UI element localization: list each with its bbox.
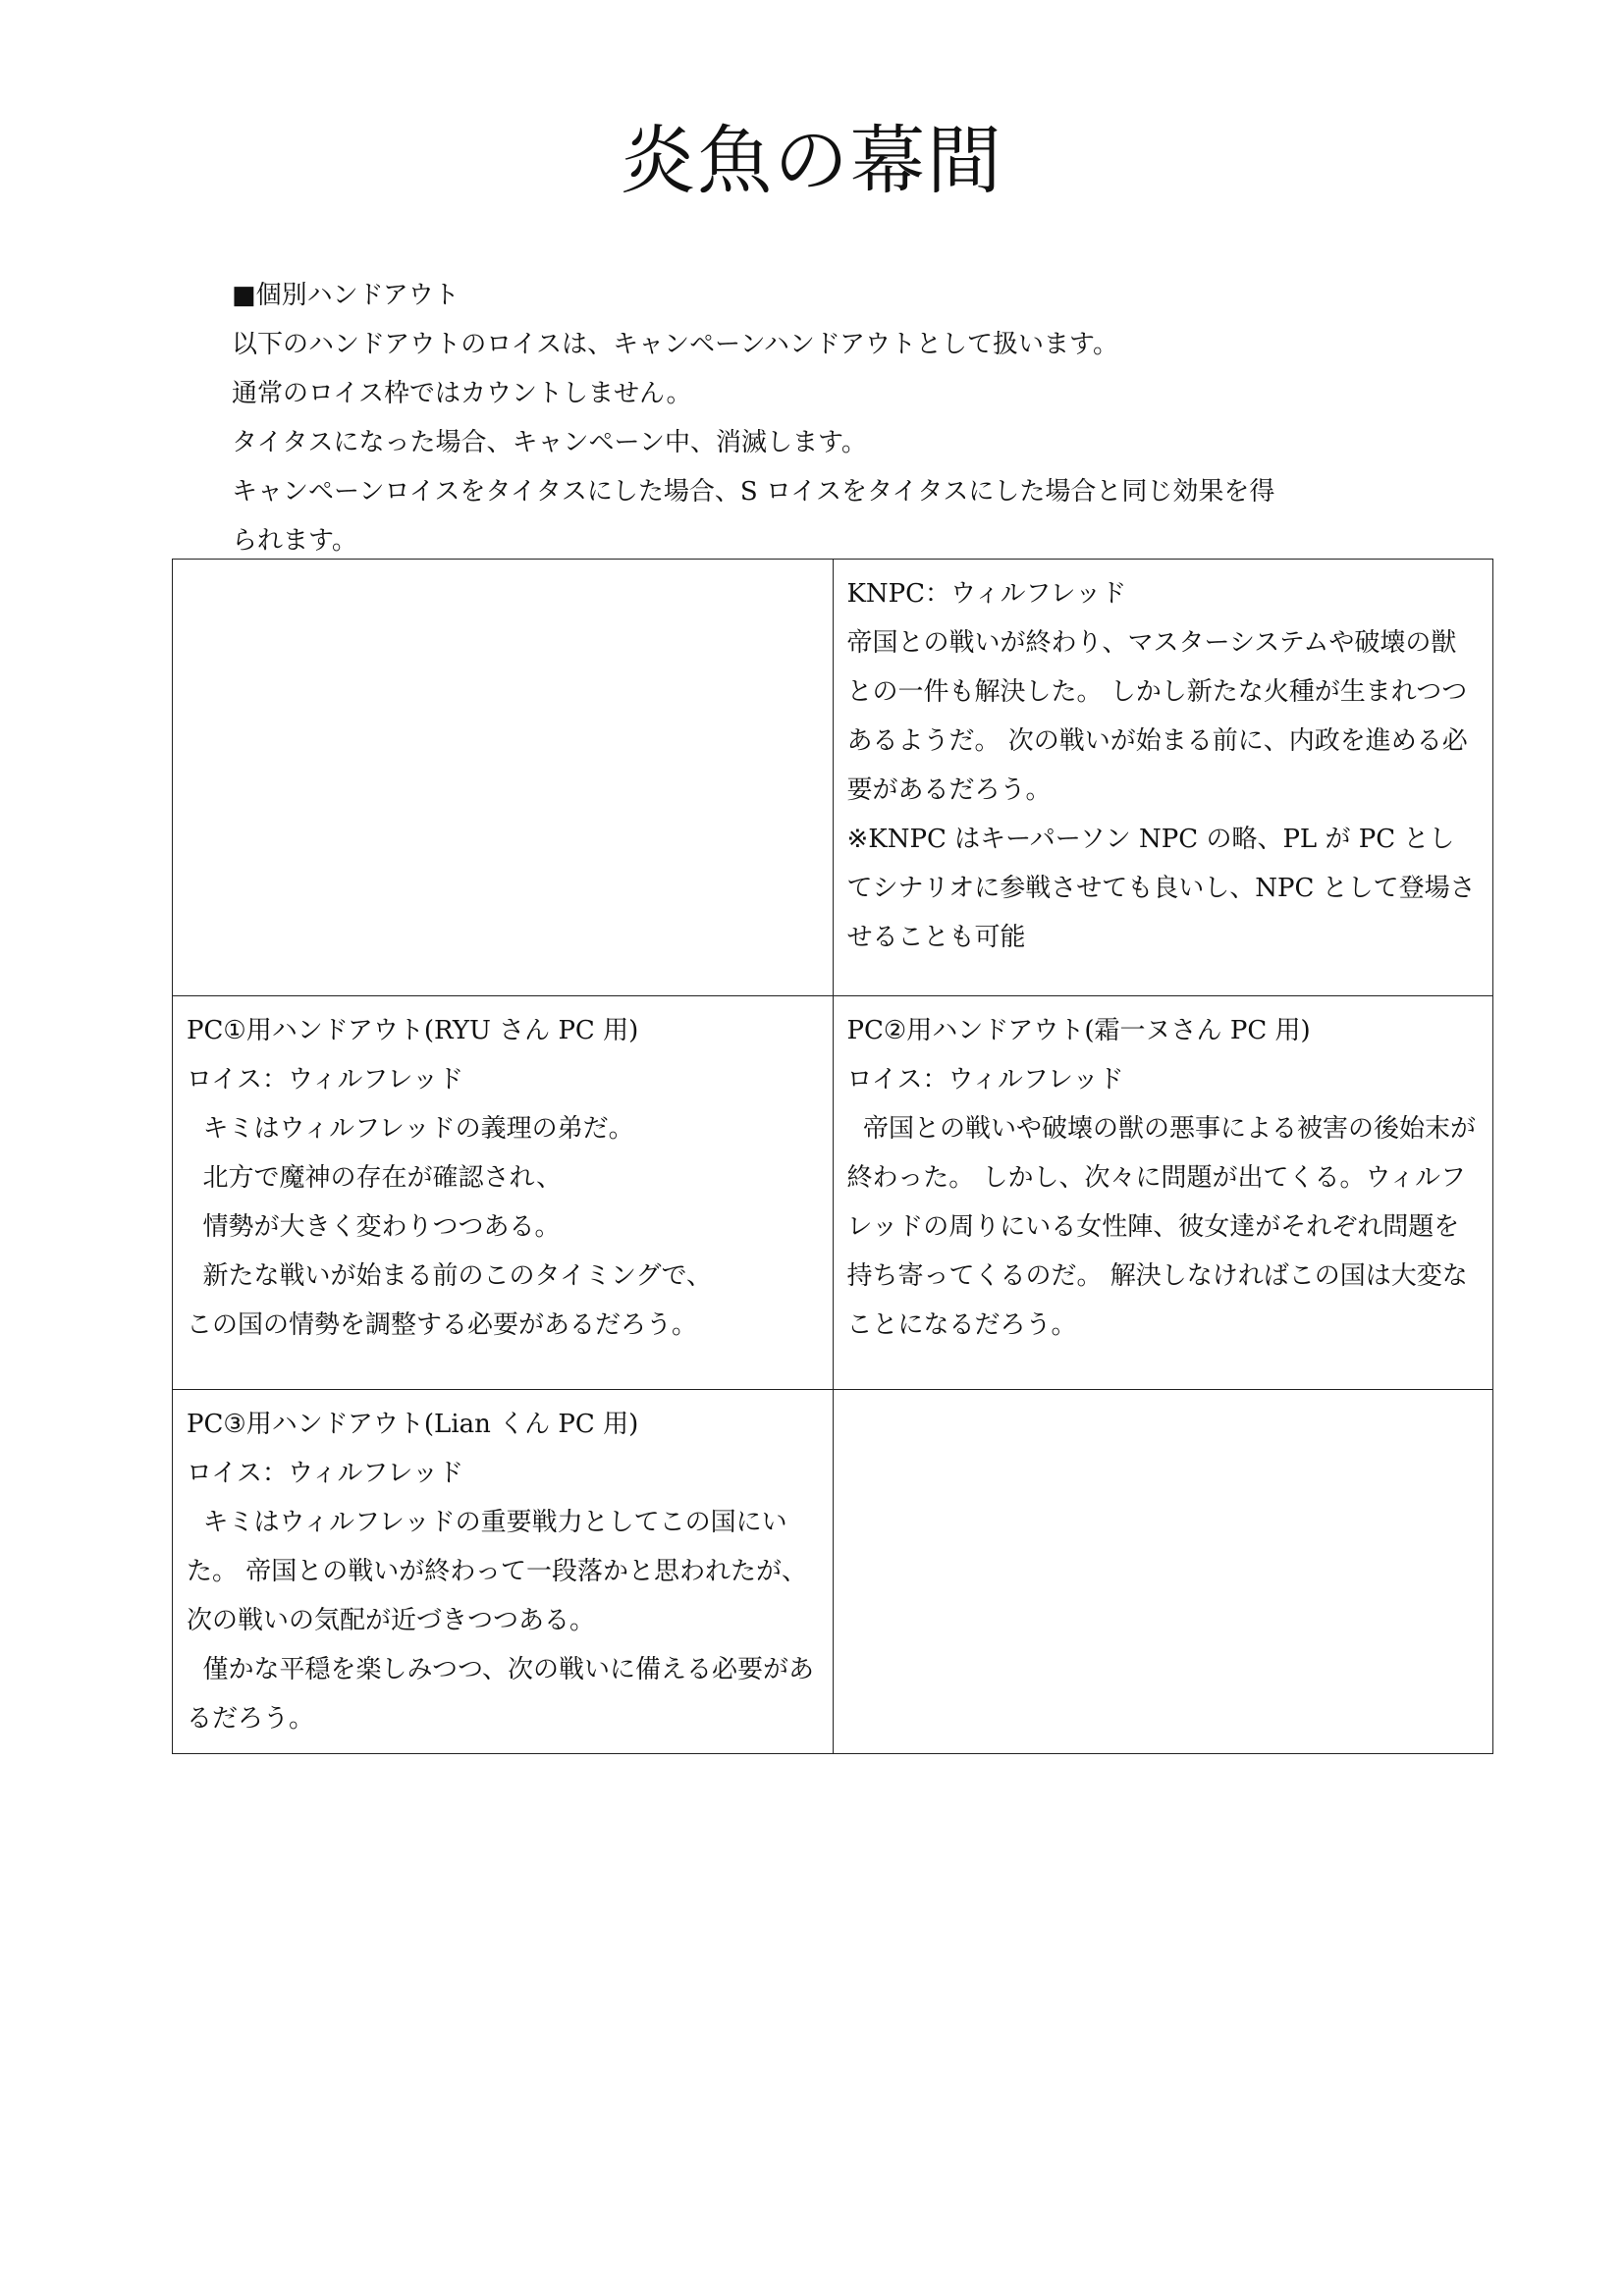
pc3-lois: ロイス：ウィルフレッド — [187, 1459, 464, 1488]
pc2-lois: ロイス：ウィルフレッド — [846, 1065, 1124, 1095]
intro-line: キャンペーンロイスをタイタスにした場合、S ロイスをタイタスにした場合と同じ効果を得 — [232, 477, 1275, 507]
pc2-header: PC②用ハンドアウト(霜一ヌさん PC 用) — [846, 1016, 1311, 1045]
pc1-cell — [173, 996, 834, 1390]
intro-line: 以下のハンドアウトのロイスは、キャンペーンハンドアウトとして扱います。 — [232, 330, 1118, 359]
pc3-header: PC③用ハンドアウト(Lian くん PC 用) — [187, 1410, 639, 1439]
pc3-text: 僅かな平穏を楽しみつつ、次の戦いに備える必要があるだろう。 — [187, 1655, 814, 1734]
page-title: 炎魚の幕間 — [621, 117, 1003, 204]
empty-cell — [833, 1390, 1493, 1754]
intro-line: 通常のロイス枠ではカウントしません。 — [232, 379, 692, 408]
pc1-line: 北方で魔神の存在が確認され、 — [187, 1163, 563, 1193]
pc1-line: この国の情勢を調整する必要があるだろう。 — [187, 1310, 698, 1340]
intro-section — [232, 271, 1410, 565]
intro-line: られます。 — [232, 526, 357, 556]
table-row — [173, 560, 1493, 996]
pc1-header: PC①用ハンドアウト(RYU さん PC 用) — [187, 1016, 639, 1045]
table-row — [173, 996, 1493, 1390]
empty-cell — [173, 560, 834, 996]
pc3-cell — [173, 1390, 834, 1754]
intro-heading: ■個別ハンドアウト — [232, 281, 460, 310]
intro-line: タイタスになった場合、キャンペーン中、消滅します。 — [232, 428, 867, 457]
pc2-text: 帝国との戦いや破壊の獣の悪事による被害の後始末が終わった。 しかし、次々に問題が出てくる。ウィルフレッドの周りにいる女性陣、彼女達がそれぞれ問題を持ち寄ってくるのだ。 解決しなければこの国は大変なことになるだろう。 — [846, 1114, 1477, 1340]
pc1-lois: ロイス：ウィルフレッド — [187, 1065, 464, 1095]
handout-table — [172, 559, 1493, 1754]
knpc-text: 帝国との戦いが終わり、マスターシステムや破壊の獣との一件も解決した。 しかし新たな火種が生まれつつあるようだ。 次の戦いが始まる前に、内政を進める必要があるだろう。 — [846, 628, 1468, 805]
pc1-line: 情勢が大きく変わりつつある。 — [187, 1212, 561, 1242]
pc2-cell — [833, 996, 1493, 1390]
pc1-line: 新たな戦いが始まる前のこのタイミングで、 — [187, 1261, 712, 1291]
pc1-line: キミはウィルフレッドの義理の弟だ。 — [187, 1114, 634, 1144]
knpc-note: ※KNPC はキーパーソン NPC の略、PL が PC としてシナリオに参戦させても良いし、NPC として登場させることも可能 — [846, 825, 1476, 952]
pc3-text: キミはウィルフレッドの重要戦力としてこの国にいた。 帝国との戦いが終わって一段落かと思われたが、次の戦いの気配が近づきつつある。 — [187, 1508, 808, 1635]
table-row — [173, 1390, 1493, 1754]
knpc-cell — [833, 560, 1493, 996]
knpc-header: KNPC：ウィルフレッド — [846, 579, 1127, 609]
